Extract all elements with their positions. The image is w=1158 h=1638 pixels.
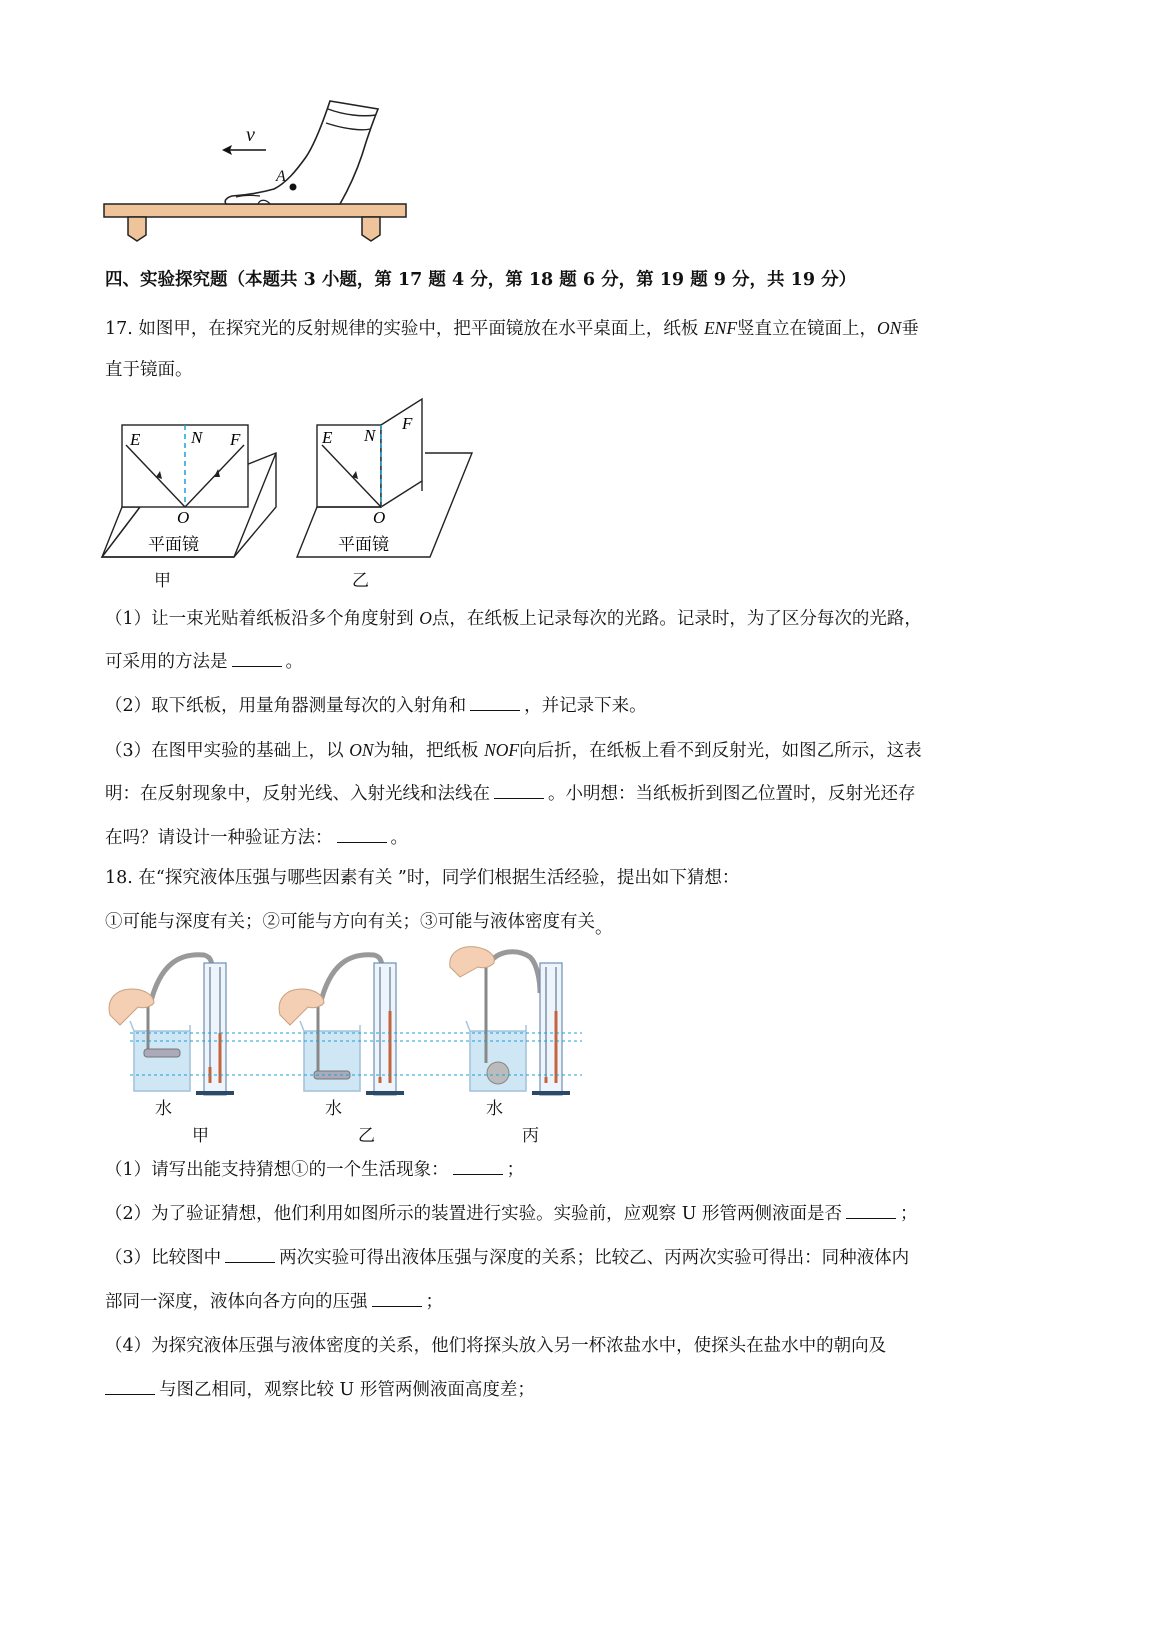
velocity-label: v — [246, 124, 255, 146]
q18-stem-line2: ①可能与深度有关；②可能与方向有关；③可能与液体密度有关。 — [105, 912, 613, 938]
point-a-dot — [290, 184, 297, 191]
water-label-bing: 水 — [486, 1099, 503, 1119]
plank-leg-right — [362, 217, 380, 241]
answer-blank[interactable] — [494, 782, 544, 799]
water-label-jia: 水 — [155, 1099, 172, 1119]
q18-sub1: （1）请写出能支持猜想①的一个生活现象： ； — [105, 1160, 525, 1180]
plank — [104, 204, 406, 217]
label-e-1: E — [130, 430, 141, 449]
q17-sub2: （2）取下纸板，用量角器测量每次的入射角和 ，并记录下来。 — [105, 696, 647, 716]
caption-jia-18: 甲 — [192, 1126, 209, 1146]
q18-sub4-line2: 与图乙相同，观察比较 U 形管两侧液面高度差； — [105, 1378, 535, 1402]
point-a-label: A — [276, 168, 286, 185]
q18-sub2: （2）为了验证猜想，他们利用如图所示的装置进行实验。实验前，应观察 U 形管两侧液面是否 ； — [105, 1204, 918, 1224]
q17-sub1-line1: （1）让一束光贴着纸板沿多个角度射到 O点，在纸板上记录每次的光路。记录时，为了区分每次的光路， — [105, 608, 922, 629]
label-n-2: N — [364, 426, 376, 445]
label-e-2: E — [322, 428, 333, 447]
q17-sub3-line3: 在吗？请设计一种验证方法： 。 — [105, 828, 408, 848]
water-label-yi: 水 — [325, 1099, 342, 1119]
q17-sub3-line1: （3）在图甲实验的基础上，以 ON为轴，把纸板 NOF向后折，在纸板上看不到反射光，如图乙所示，这表 — [105, 740, 922, 761]
mirror-label-2: 平面镜 — [338, 535, 389, 554]
beaker-yi — [304, 1031, 360, 1091]
answer-blank[interactable] — [105, 1378, 155, 1395]
caption-bing-18: 丙 — [522, 1126, 539, 1146]
answer-blank[interactable] — [337, 826, 387, 843]
answer-blank[interactable] — [372, 1290, 422, 1307]
hand-bing — [450, 947, 495, 977]
label-n-1: N — [191, 428, 203, 447]
section-heading: 四、实验探究题（本题共 3 小题，第 17 题 4 分，第 18 题 6 分，第 19 题 9 分，共 19 分） — [105, 270, 857, 290]
q17-stem-line1: 17. 如图甲，在探究光的反射规律的实验中，把平面镜放在水平桌面上，纸板 ENF竖直立在镜面上，ON垂 — [105, 318, 919, 339]
caption-jia: 甲 — [154, 571, 171, 591]
label-f-1: F — [230, 430, 241, 449]
foot-plank-figure — [100, 95, 412, 247]
label-o-2: O — [373, 508, 386, 527]
caption-yi-18: 乙 — [358, 1126, 375, 1146]
label-o-1: O — [177, 508, 190, 527]
caption-yi: 乙 — [352, 571, 369, 591]
panel-yi — [297, 399, 472, 557]
q18-sub3-line1: （3）比较图中 两次实验可得出液体压强与深度的关系；比较乙、丙两次实验可得出：同种液体内 — [105, 1248, 910, 1268]
panel-jia — [102, 425, 276, 557]
foot-outline — [225, 101, 378, 204]
q17-sub1-line2: 可采用的方法是 。 — [105, 652, 303, 672]
setup-bing — [450, 947, 570, 1095]
answer-blank[interactable] — [453, 1158, 503, 1175]
label-f-2: F — [402, 414, 413, 433]
setup-yi — [279, 955, 404, 1095]
q17-stem-line2: 直于镜面。 — [105, 360, 193, 380]
q18-sub3-line2: 部同一深度，液体向各方向的压强 ； — [105, 1292, 443, 1312]
pressure-figure — [100, 943, 590, 1098]
mirror-label-1: 平面镜 — [148, 535, 199, 554]
setup-jia — [109, 955, 234, 1095]
answer-blank[interactable] — [846, 1202, 896, 1219]
q18-sub4-line1: （4）为探究液体压强与液体密度的关系，他们将探头放入另一杯浓盐水中，使探头在盐水中的朝向及 — [105, 1336, 887, 1356]
answer-blank[interactable] — [232, 650, 282, 667]
answer-blank[interactable] — [225, 1246, 275, 1263]
plank-leg-left — [128, 217, 146, 241]
q17-sub3-line2: 明：在反射现象中，反射光线、入射光线和法线在 。小明想：当纸板折到图乙位置时，反射光还存 — [105, 784, 916, 804]
q18-stem-line1: 18. 在“探究液体压强与哪些因素有关 ”时，同学们根据生活经验，提出如下猜想： — [105, 868, 740, 888]
answer-blank[interactable] — [470, 694, 520, 711]
reflection-figure — [100, 395, 480, 590]
beaker-jia — [134, 1031, 190, 1091]
